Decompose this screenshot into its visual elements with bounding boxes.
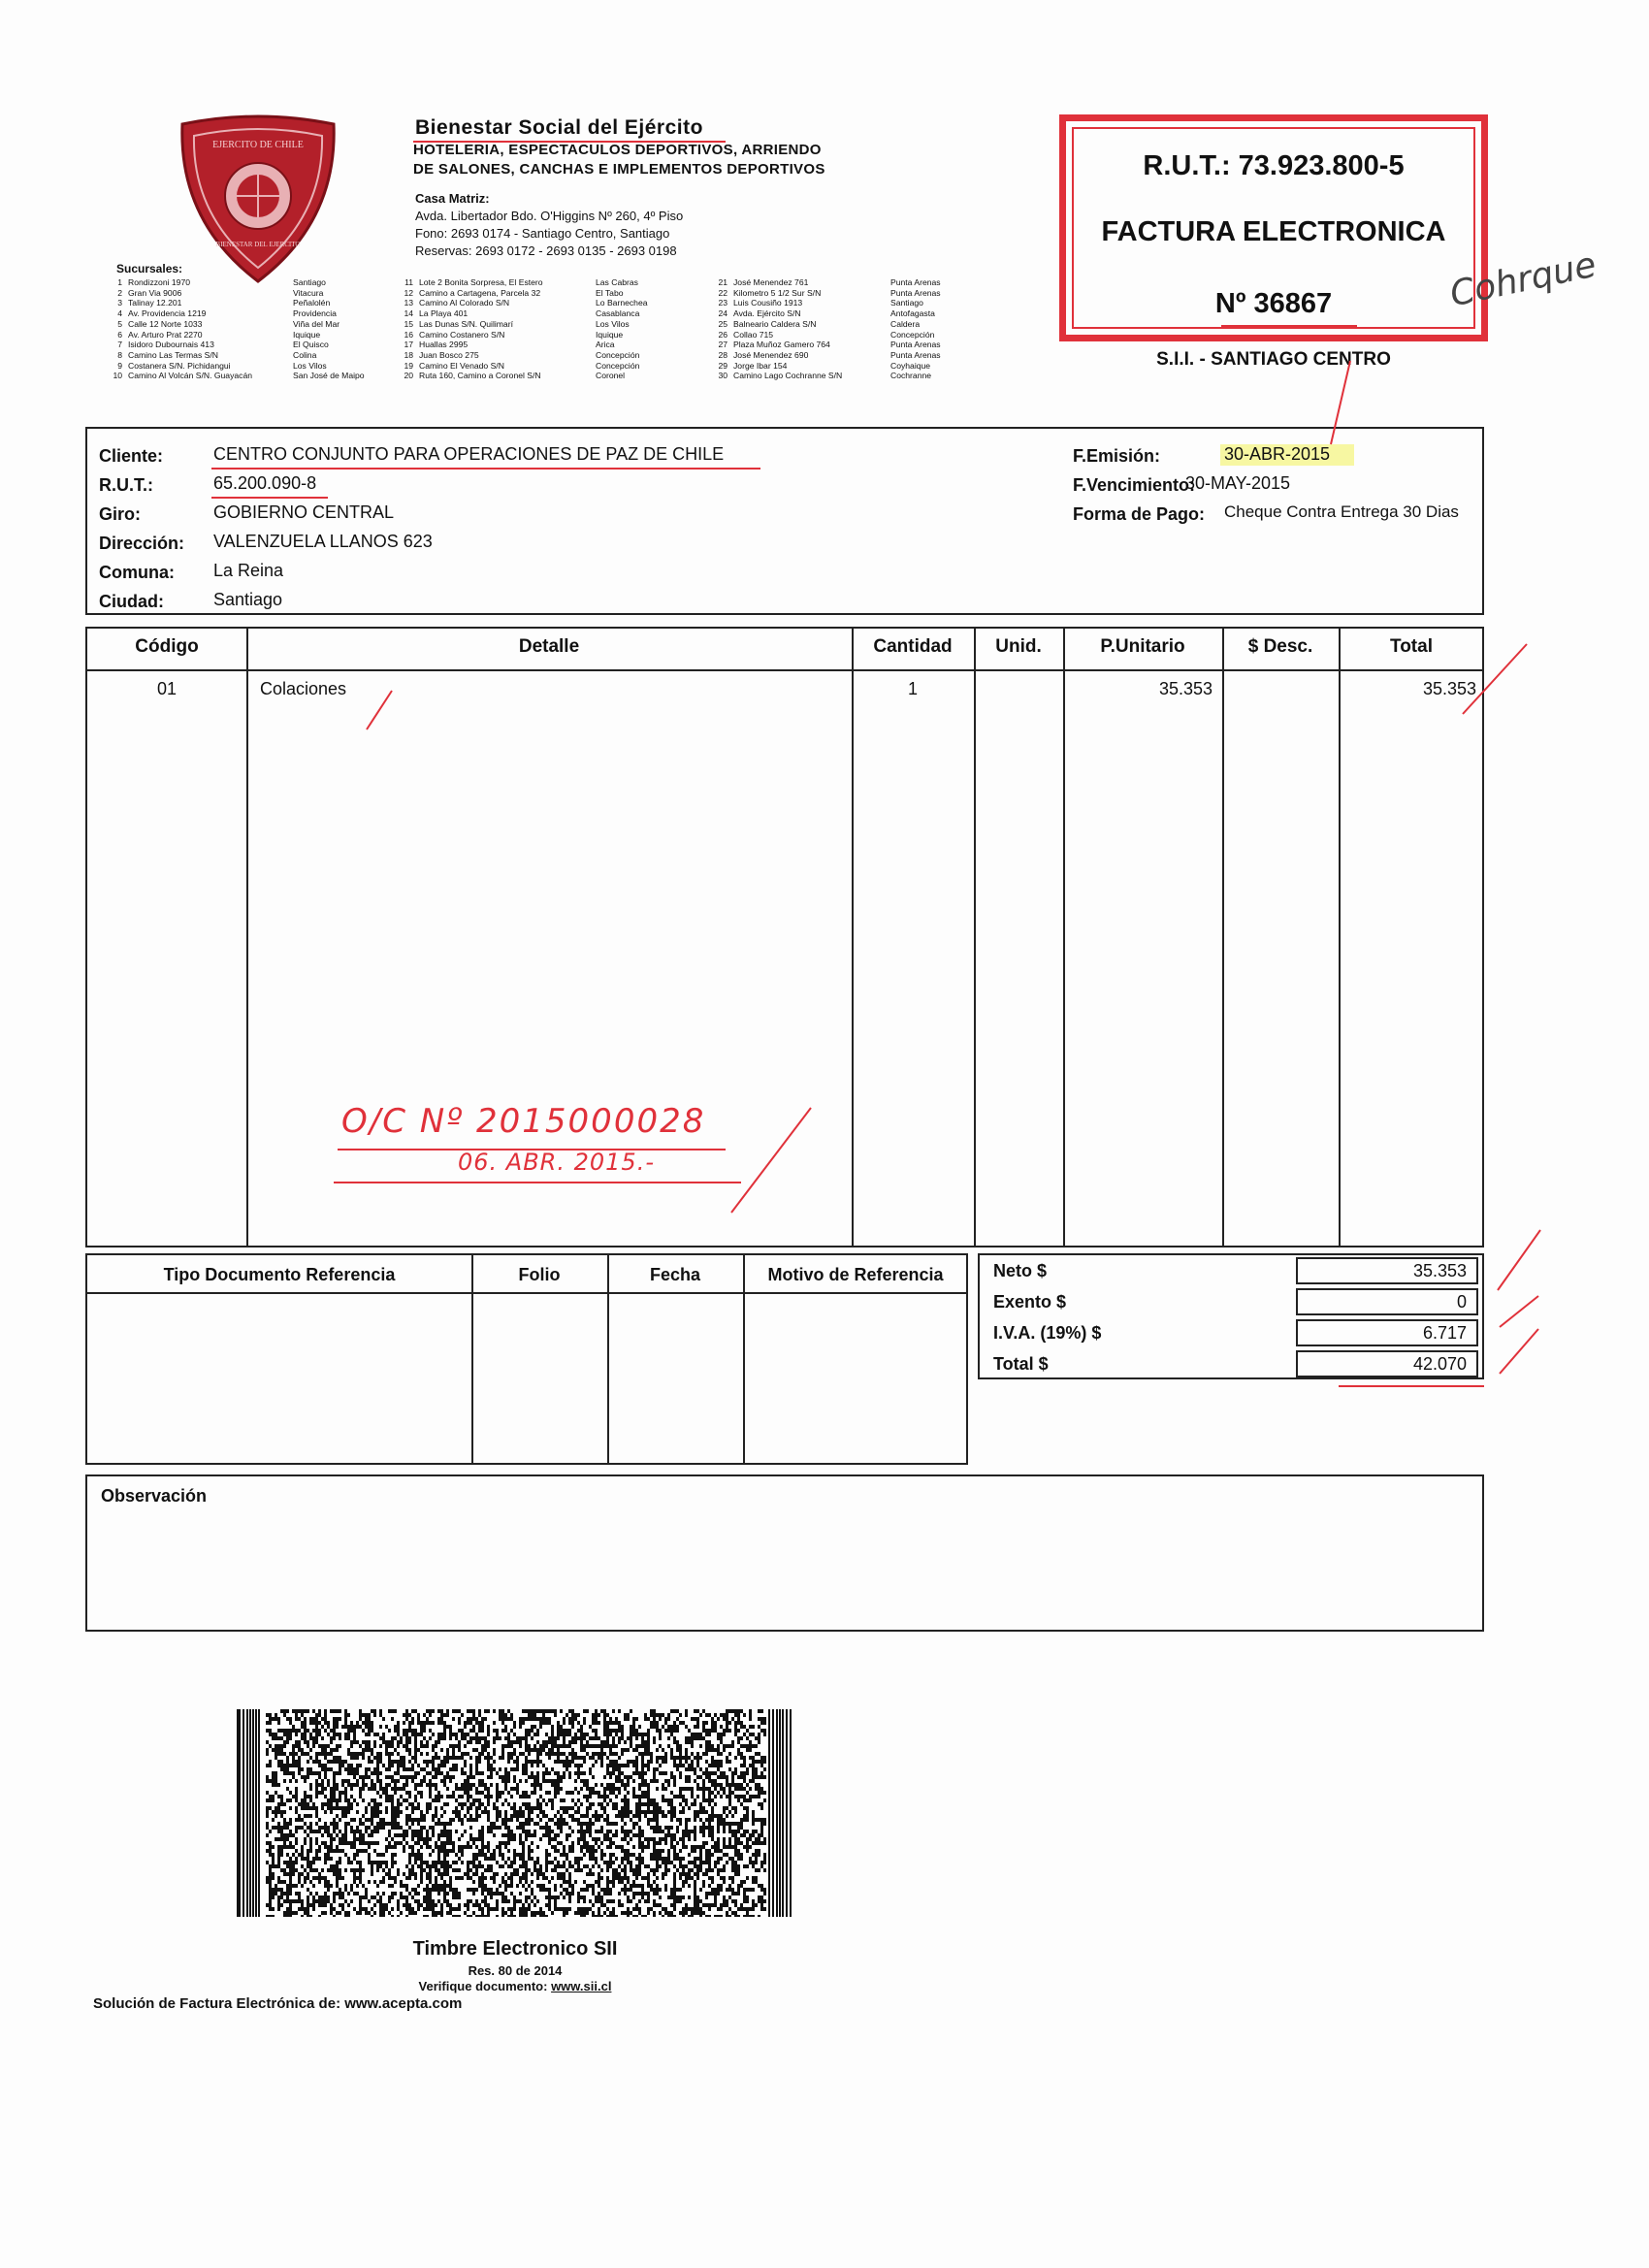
giro-value: GOBIERNO CENTRAL	[213, 502, 395, 522]
branch-city: Punta Arenas	[890, 277, 941, 287]
net-label: Neto $	[993, 1261, 1048, 1280]
branch-city: Las Cabras	[596, 277, 638, 287]
branch-city: Iquique	[293, 329, 321, 340]
issuer-rut: R.U.T.: 73.923.800-5	[1143, 150, 1405, 181]
verify-prefix: Verifique documento:	[418, 1979, 552, 1993]
logo-bottom-text: BIENESTAR DEL EJERCITO	[215, 241, 301, 248]
branch-number: 15	[404, 318, 413, 329]
branches-column-2	[400, 277, 648, 381]
branch-address: Collao 715	[733, 329, 774, 340]
branch-address: La Playa 401	[419, 308, 469, 319]
branch-city: Santiago	[293, 277, 326, 287]
branch-number: 2	[117, 287, 122, 298]
branch-address: Rondizzoni 1970	[128, 277, 191, 287]
ref-header-motivo: Motivo de Referencia	[767, 1265, 944, 1284]
branch-number: 5	[117, 318, 122, 329]
client-name: CENTRO CONJUNTO PARA OPERACIONES DE PAZ DE CHILE	[213, 444, 725, 464]
address-value: VALENZUELA LLANOS 623	[213, 532, 433, 551]
payment-method-label: Forma de Pago:	[1073, 504, 1206, 524]
branch-city: Viña del Mar	[293, 318, 340, 329]
check-mark	[1500, 1296, 1538, 1327]
branch-city: El Quisco	[293, 340, 329, 350]
branch-city: Providencia	[293, 308, 337, 319]
branch-address: Calle 12 Norte 1033	[128, 318, 203, 329]
branch-number: 29	[718, 360, 728, 371]
exempt-label: Exento $	[993, 1292, 1067, 1312]
observation-box	[85, 1474, 1484, 1632]
company-line-1: HOTELERIA, ESPECTACULOS DEPORTIVOS, ARRIENDO	[413, 142, 822, 158]
total-label: Total $	[993, 1354, 1049, 1374]
branch-number: 13	[404, 298, 413, 308]
client-info-box	[85, 427, 1484, 615]
column-header-unid: Unid.	[995, 636, 1042, 657]
branch-number: 17	[404, 340, 413, 350]
item-punitario: 35.353	[1158, 679, 1212, 698]
branch-city: Concepción	[596, 349, 640, 360]
branch-address: Talinay 12.201	[128, 298, 182, 308]
branch-city: El Tabo	[596, 287, 624, 298]
branch-address: Balneario Caldera S/N	[733, 318, 817, 329]
branch-item	[714, 340, 941, 350]
branch-city: Los Vilos	[293, 360, 327, 371]
branch-item	[714, 288, 941, 299]
branch-item	[400, 308, 648, 319]
branch-item	[714, 319, 941, 330]
branch-address: Camino Al Colorado S/N	[419, 298, 510, 308]
column-header-punitario: P.Unitario	[1100, 636, 1185, 657]
branch-number: 23	[718, 298, 728, 308]
branch-city: Iquique	[596, 329, 624, 340]
net-amount: 35.353	[1296, 1257, 1478, 1284]
branch-city: San José de Maipo	[293, 371, 365, 381]
document-id-box	[1059, 114, 1488, 341]
red-underline	[1221, 325, 1357, 327]
branch-item	[714, 371, 941, 381]
total-amount: 42.070	[1296, 1350, 1478, 1377]
branch-address: Costanera S/N. Pichidangui	[128, 360, 231, 371]
branch-number: 10	[113, 371, 122, 381]
ref-header-tipo: Tipo Documento Referencia	[163, 1265, 396, 1284]
logo-top-text: EJERCITO DE CHILE	[212, 140, 304, 150]
issue-date: 30-ABR-2015	[1224, 444, 1331, 464]
item-codigo: 01	[156, 679, 178, 698]
column-header-codigo: Código	[135, 636, 199, 657]
observation-title: Observación	[101, 1486, 208, 1506]
company-line-2: DE SALONES, CANCHAS E IMPLEMENTOS DEPORTIVOS	[413, 161, 825, 178]
items-table	[85, 627, 1484, 1247]
branch-city: Punta Arenas	[890, 340, 941, 350]
branch-number: 14	[404, 308, 413, 319]
branch-city: Cochranne	[890, 371, 932, 381]
branch-address: Kilometro 5 1/2 Sur S/N	[733, 287, 822, 298]
branch-number: 6	[117, 329, 122, 340]
red-underline	[211, 497, 328, 499]
branch-item	[109, 308, 365, 319]
payment-method: Cheque Contra Entrega 30 Dias	[1224, 502, 1459, 521]
branch-address: Av. Arturo Prat 2270	[128, 329, 203, 340]
city-label: Ciudad:	[99, 592, 164, 611]
branch-item	[714, 308, 941, 319]
branch-number: 28	[718, 349, 728, 360]
branch-item	[109, 288, 365, 299]
ref-header-folio: Folio	[518, 1265, 561, 1284]
branch-number: 9	[117, 360, 122, 371]
branch-number: 11	[404, 277, 413, 287]
branch-city: Coyhaique	[890, 360, 931, 371]
timbre-verify	[237, 1979, 793, 1993]
branch-number: 19	[404, 360, 413, 371]
column-header-detalle: Detalle	[518, 636, 580, 657]
branch-city: Arica	[596, 340, 615, 350]
comuna-label: Comuna:	[99, 563, 175, 582]
branch-address: José Menendez 690	[733, 349, 809, 360]
branch-item	[109, 361, 365, 372]
branch-item	[400, 340, 648, 350]
branches-column-3	[714, 277, 941, 381]
item-total: 35.353	[1422, 679, 1476, 698]
branch-city: Casablanca	[596, 308, 640, 319]
branch-address: Plaza Muñoz Gamero 764	[733, 340, 830, 350]
branch-number: 26	[718, 329, 728, 340]
branch-city: Concepción	[596, 360, 640, 371]
branch-city: Punta Arenas	[890, 287, 941, 298]
due-date-label: F.Vencimiento:	[1073, 475, 1196, 495]
document-number: Nº 36867	[1214, 288, 1333, 319]
branches-column-1	[109, 277, 365, 381]
branch-address: Camino Lago Cochranne S/N	[733, 371, 843, 381]
giro-label: Giro:	[99, 504, 141, 524]
branch-address: Av. Providencia 1219	[128, 308, 207, 319]
client-label: Cliente:	[99, 446, 164, 466]
column-header-desc: $ Desc.	[1247, 636, 1313, 657]
client-rut-label: R.U.T.:	[99, 475, 153, 495]
branch-number: 7	[117, 340, 122, 350]
branch-number: 30	[718, 371, 728, 381]
acepta-footer: Solución de Factura Electrónica de: www.acepta.com	[93, 1995, 463, 2012]
branch-item	[109, 319, 365, 330]
branch-item	[109, 371, 365, 381]
branch-city: Santiago	[890, 298, 923, 308]
comuna-value: La Reina	[213, 561, 284, 580]
check-mark	[1500, 1329, 1538, 1374]
branch-number: 8	[117, 349, 122, 360]
handwritten-purchase-order: O/C Nº 2015000028	[341, 1102, 706, 1141]
branch-city: Caldera	[890, 318, 921, 329]
branch-address: Huallas 2995	[419, 340, 469, 350]
city-value: Santiago	[213, 590, 283, 609]
branch-item	[109, 277, 365, 288]
column-header-total: Total	[1390, 636, 1433, 657]
vat-label: I.V.A. (19%) $	[993, 1323, 1102, 1343]
branch-item	[400, 277, 648, 288]
branch-item	[400, 371, 648, 381]
branch-address: Camino El Venado S/N	[419, 360, 504, 371]
branch-item	[714, 361, 941, 372]
branch-address: Lote 2 Bonita Sorpresa, El Estero	[419, 277, 543, 287]
branch-number: 27	[718, 340, 728, 350]
branch-address: Avda. Ejército S/N	[733, 308, 801, 319]
branch-address: Isidoro Dubournais 413	[128, 340, 214, 350]
handwritten-signature: Cohrque	[1446, 244, 1600, 315]
branch-number: 3	[117, 298, 122, 308]
branch-city: Coronel	[596, 371, 626, 381]
branch-city: Los Vilos	[596, 318, 630, 329]
branch-number: 22	[718, 287, 728, 298]
branch-city: Punta Arenas	[890, 349, 941, 360]
branch-number: 16	[404, 329, 413, 340]
branch-address: Camino a Cartagena, Parcela 32	[419, 287, 541, 298]
branch-item	[400, 288, 648, 299]
document-type: FACTURA ELECTRONICA	[1101, 216, 1446, 247]
check-mark	[1498, 1230, 1540, 1290]
branch-item	[400, 330, 648, 340]
branch-item	[400, 361, 648, 372]
branch-item	[109, 298, 365, 308]
branch-number: 20	[404, 371, 413, 381]
client-rut: 65.200.090-8	[213, 473, 317, 493]
branch-item	[109, 330, 365, 340]
branch-address: Jorge Ibar 154	[733, 360, 788, 371]
ref-header-fecha: Fecha	[649, 1265, 701, 1284]
branch-city: Antofagasta	[890, 308, 935, 319]
branch-item	[400, 319, 648, 330]
column-header-cantidad: Cantidad	[873, 636, 953, 657]
head-office-phone: Fono: 2693 0174 - Santiago Centro, Santiago	[415, 226, 670, 241]
red-underline	[334, 1182, 741, 1183]
sii-office: S.I.I. - SANTIAGO CENTRO	[1156, 349, 1391, 370]
exempt-amount: 0	[1296, 1288, 1478, 1315]
branch-address: Gran Via 9006	[128, 287, 182, 298]
totals-box	[978, 1253, 1484, 1379]
branch-number: 25	[718, 318, 728, 329]
branch-address: Camino Al Volcán S/N. Guayacán	[128, 371, 253, 381]
branch-item	[400, 298, 648, 308]
address-label: Dirección:	[99, 534, 185, 553]
branch-item	[109, 350, 365, 361]
due-date: 30-MAY-2015	[1185, 473, 1291, 493]
branch-item	[400, 350, 648, 361]
branch-address: José Menendez 761	[733, 277, 809, 287]
handwritten-order-date: 06. ABR. 2015.-	[458, 1149, 655, 1176]
red-underline	[1339, 1385, 1484, 1387]
branch-address: Las Dunas S/N. Quilimarí	[419, 318, 513, 329]
head-office-address: Avda. Libertador Bdo. O'Higgins Nº 260, 4º Piso	[415, 209, 684, 223]
branch-address: Luis Cousiño 1913	[733, 298, 803, 308]
reference-table	[85, 1253, 968, 1465]
branch-city: Colina	[293, 349, 317, 360]
branch-city: Peñalolén	[293, 298, 331, 308]
branch-address: Camino Costanero S/N	[419, 329, 505, 340]
head-office-title: Casa Matriz:	[415, 191, 490, 206]
branch-number: 4	[117, 308, 122, 319]
branch-item	[714, 277, 941, 288]
vat-amount: 6.717	[1296, 1319, 1478, 1346]
branches-title: Sucursales:	[116, 262, 183, 275]
timbre-title: Timbre Electronico SII	[412, 1938, 618, 1960]
branch-number: 21	[718, 277, 728, 287]
branch-city: Lo Barnechea	[596, 298, 648, 308]
branch-city: Vitacura	[293, 287, 324, 298]
company-name: Bienestar Social del Ejército	[415, 116, 703, 139]
branch-address: Juan Bosco 275	[419, 349, 479, 360]
sii-link[interactable]: www.sii.cl	[551, 1979, 612, 1993]
branch-number: 18	[404, 349, 413, 360]
red-underline	[211, 468, 760, 470]
branch-city: Concepción	[890, 329, 935, 340]
branch-number: 12	[404, 287, 413, 298]
branch-item	[714, 350, 941, 361]
branch-address: Camino Las Termas S/N	[128, 349, 218, 360]
branch-item	[109, 340, 365, 350]
pdf417-barcode	[237, 1709, 793, 1917]
branch-number: 1	[117, 277, 122, 287]
issue-date-label: F.Emisión:	[1073, 446, 1161, 466]
branch-number: 24	[718, 308, 728, 319]
head-office-block	[415, 190, 683, 260]
timbre-resolution: Res. 80 de 2014	[468, 1963, 563, 1978]
ejercito-shield-logo	[173, 114, 343, 285]
item-cantidad: 1	[907, 679, 918, 698]
branch-item	[714, 298, 941, 308]
reservations-phone: Reservas: 2693 0172 - 2693 0135 - 2693 0198	[415, 243, 677, 258]
item-detalle: Colaciones	[260, 679, 347, 698]
branch-item	[714, 330, 941, 340]
branch-address: Ruta 160, Camino a Coronel S/N	[419, 371, 541, 381]
